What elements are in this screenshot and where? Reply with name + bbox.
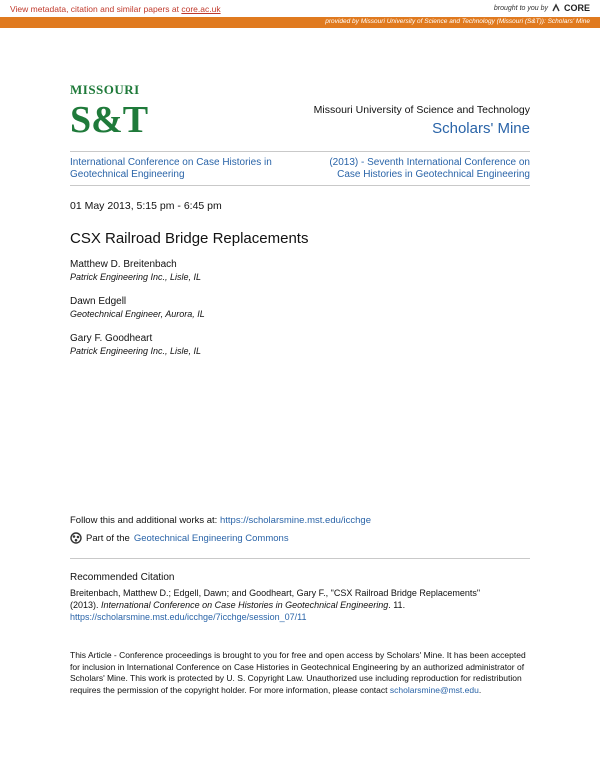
notice-text: This Article - Conference proceedings is brought to you for free and open access by Scholars' Mine. It has been accepted for inclusion in International Conference on Case Histories in Geotechnical Engineering by an authorized administrator of Scholars' Mine. This work is protected by U. S. Copyright Law. Unauthorized use including reproduction for redistribution requires the permission of the copyright holder. For more information, please contact — [70, 650, 526, 695]
author-affiliation: Geotechnical Engineer, Aurora, IL — [70, 309, 205, 319]
notice-end: . — [478, 684, 482, 695]
core-topbar — [0, 0, 600, 17]
access-notice — [70, 650, 530, 696]
conf-left-line2: Geotechnical Engineering — [70, 169, 185, 180]
conference-edition-link[interactable] — [300, 157, 530, 181]
conf-right-line1: (2013) - Seventh International Conference on — [329, 157, 530, 168]
divider — [70, 185, 530, 186]
divider — [70, 151, 530, 152]
network-icon — [70, 532, 82, 544]
follow-prefix: Follow this and additional works at: — [70, 515, 218, 526]
follow-url[interactable]: https://scholarsmine.mst.edu/icchge — [219, 515, 371, 526]
author-affiliation: Patrick Engineering Inc., Lisle, IL — [70, 272, 202, 282]
author-block — [70, 332, 201, 358]
metadata-notice — [10, 4, 221, 14]
citation-year: (2013). — [70, 600, 99, 610]
logo-st-mark — [70, 99, 149, 141]
logo-letters: S&T — [70, 99, 149, 141]
citation-line2 — [70, 599, 530, 611]
institution-name: Missouri University of Science and Technology — [313, 104, 530, 116]
logo-missouri: MISSOURI — [70, 82, 140, 97]
author-name: Gary F. Goodheart — [70, 333, 153, 344]
provider-text: provided by Missouri University of Science and Technology (Missouri (S&T)): Scholars' Mine — [325, 18, 590, 25]
repository-name[interactable]: Scholars' Mine — [432, 120, 530, 137]
core-link[interactable]: core.ac.uk — [181, 4, 221, 14]
metadata-text: View metadata, citation and similar papers at — [10, 4, 179, 14]
conference-series-link[interactable] — [70, 157, 300, 181]
author-block — [70, 258, 201, 284]
part-of-prefix: Part of the — [86, 532, 130, 544]
brought-by[interactable] — [494, 3, 590, 13]
conf-left-line1: International Conference on Case Histories in — [70, 157, 272, 168]
citation-body — [70, 587, 530, 623]
citation-number: . 11. — [388, 600, 406, 610]
session-date: 01 May 2013, 5:15 pm - 6:45 pm — [70, 200, 222, 212]
brought-text: brought to you by — [493, 4, 548, 12]
core-brand: CORE — [563, 3, 590, 13]
part-of-line — [70, 532, 289, 544]
author-name: Dawn Edgell — [70, 296, 127, 307]
conf-right-line2: Case Histories in Geotechnical Engineering — [337, 169, 530, 180]
citation-heading: Recommended Citation — [70, 572, 175, 583]
core-logo-icon — [551, 3, 561, 13]
contact-email[interactable]: scholarsmine@mst.edu — [389, 684, 479, 695]
citation-url[interactable]: https://scholarsmine.mst.edu/icchge/7icchge/session_07/11 — [70, 612, 307, 622]
follow-line — [70, 515, 371, 526]
citation-line1: Breitenbach, Matthew D.; Edgell, Dawn; and Goodheart, Gary F., "CSX Railroad Bridge Replacements" — [70, 588, 481, 598]
author-affiliation: Patrick Engineering Inc., Lisle, IL — [70, 346, 202, 356]
divider — [70, 558, 530, 559]
university-logo — [70, 82, 149, 141]
author-block — [70, 295, 205, 321]
provider-banner — [0, 17, 600, 28]
commons-link[interactable]: Geotechnical Engineering Commons — [133, 532, 289, 544]
paper-title: CSX Railroad Bridge Replacements — [70, 230, 309, 247]
citation-journal: International Conference on Case Histories in Geotechnical Engineering — [101, 600, 389, 610]
author-name: Matthew D. Breitenbach — [70, 259, 177, 270]
